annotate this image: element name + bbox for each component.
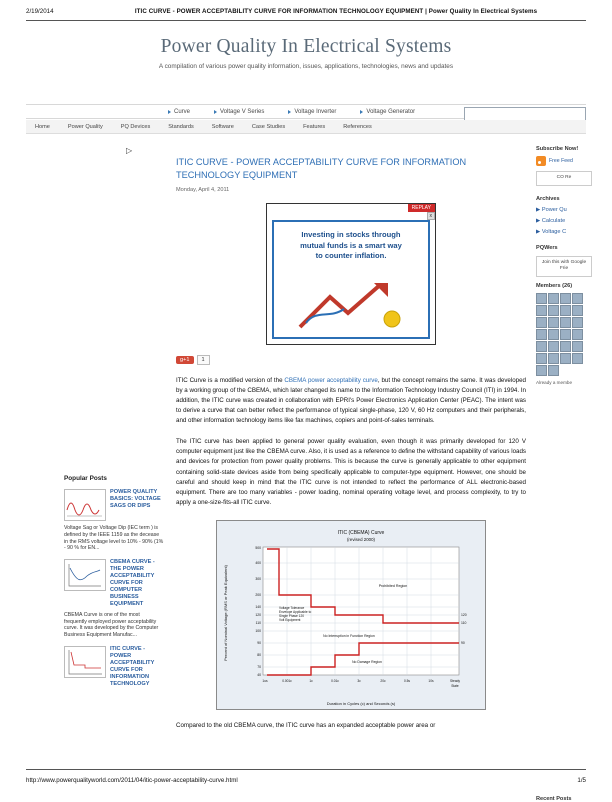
svg-text:(revised 2000): (revised 2000) <box>346 536 376 542</box>
members-title: Members (26) <box>536 283 573 290</box>
subnav-item-references[interactable]: References <box>343 123 372 130</box>
svg-text:120: 120 <box>461 612 467 617</box>
subnav-item-power-quality[interactable]: Power Quality <box>67 123 103 130</box>
svg-text:40: 40 <box>257 672 261 677</box>
itic-curve-chart <box>216 520 486 710</box>
svg-text:No Damage Region: No Damage Region <box>352 659 382 664</box>
ad-line-3: to counter inflation. <box>315 251 387 261</box>
thumbnail <box>64 489 106 521</box>
svg-text:110: 110 <box>461 620 467 625</box>
print-date: 2/19/2014 <box>26 8 54 15</box>
subnav-item-pq-devices[interactable]: PQ Devices <box>120 123 151 130</box>
print-footer <box>0 777 612 784</box>
archives-title: Archives <box>536 195 560 202</box>
svg-text:1c: 1c <box>309 678 313 683</box>
ad-line-2: mutual funds is a smart way <box>300 240 402 250</box>
avatar[interactable] <box>548 353 559 364</box>
svg-text:400: 400 <box>255 560 261 565</box>
list-item-body: CBEMA Curve is one of the most frequently employed power acceptability curve. It was developed by the Computer Business Equipment Manufac... <box>64 611 159 639</box>
avatar[interactable] <box>548 293 559 304</box>
svg-text:3c: 3c <box>357 678 361 683</box>
list-item[interactable] <box>64 489 164 521</box>
ad-close-icon[interactable]: x <box>427 212 436 220</box>
nav-label: Curve <box>174 108 191 115</box>
itic-chart-icon <box>65 647 105 677</box>
chart-svg <box>217 521 485 709</box>
avatar[interactable] <box>536 317 547 328</box>
subnav-item-software[interactable]: Software <box>211 123 234 130</box>
page-number: 1/5 <box>577 777 586 784</box>
blog-subtitle: A compilation of various power quality information, issues, applications, technologies, news and updates <box>158 63 454 70</box>
svg-text:Voltage Tolerance: Voltage Tolerance <box>279 605 305 610</box>
ad-body <box>272 220 430 339</box>
svg-text:Prohibited Region: Prohibited Region <box>378 583 408 588</box>
avatar[interactable] <box>536 341 547 352</box>
nav-label: Voltage V Series <box>220 108 265 115</box>
svg-text:500: 500 <box>255 545 261 550</box>
list-item[interactable] <box>64 646 164 688</box>
avatar[interactable] <box>536 293 547 304</box>
free-feed-label[interactable]: Free Feed <box>549 158 573 164</box>
svg-text:Volt Equipment: Volt Equipment <box>279 617 301 622</box>
header-divider <box>26 20 586 21</box>
footer-divider <box>26 769 586 770</box>
ad-line-1: Investing in stocks through <box>301 230 401 240</box>
avatar[interactable] <box>536 305 547 316</box>
cbema-curve-link[interactable]: CBEMA power acceptability curve <box>284 377 378 385</box>
svg-text:ITIC (CBEMA) Curve: ITIC (CBEMA) Curve <box>337 529 385 536</box>
svg-text:0.5s: 0.5s <box>403 678 411 683</box>
avatar[interactable] <box>560 293 571 304</box>
svg-text:Steady: Steady <box>450 678 460 683</box>
list-item[interactable] <box>64 559 164 608</box>
members-grid <box>536 293 592 376</box>
archive-label: Voltage C <box>541 228 567 235</box>
masthead <box>26 36 586 70</box>
svg-text:80: 80 <box>257 652 261 657</box>
avatar[interactable] <box>572 293 583 304</box>
list-item-heading[interactable]: POWER QUALITY BASICS: VOLTAGE SAGS OR DIPS <box>110 489 161 509</box>
svg-text:Single Phase 120: Single Phase 120 <box>279 613 304 618</box>
svg-text:1us: 1us <box>262 678 268 683</box>
nav-label: Voltage Inverter <box>294 108 337 115</box>
avatar[interactable] <box>572 317 583 328</box>
right-sidebar <box>536 146 592 802</box>
subnav-item-standards[interactable]: Standards <box>168 123 194 130</box>
avatar[interactable] <box>536 353 547 364</box>
paragraph-1-post: , but the concept remains the same. It was developed by a working group of the CBEMA, which later changed its name to the Information Technology Industry Council (ITI) in 1994. In addition, the ITIC curve was created in collaboration with EPRI's Power Electronics Application Center (PEAC). The intent was to derive a curve that can better reflect the performance of typical single-phase, 120 V, 60 Hz computers and their peripherals, and other information technology items like fax machines, copiers and point-of-sales terminals. <box>176 377 526 425</box>
main-content <box>176 150 526 737</box>
svg-text:State: State <box>451 683 459 688</box>
post-date: Monday, April 4, 2011 <box>176 187 230 194</box>
svg-text:100: 100 <box>255 628 261 633</box>
subnav-item-case-studies[interactable]: Case Studies <box>251 123 286 130</box>
svg-text:10s: 10s <box>428 678 434 683</box>
avatar[interactable] <box>536 329 547 340</box>
ad-play-icon[interactable]: ▷ <box>126 146 133 155</box>
svg-text:110: 110 <box>255 620 261 625</box>
rss-icon[interactable] <box>536 156 546 166</box>
already-member-label[interactable]: Already a membe <box>536 380 573 386</box>
list-item-body: Voltage Sag or Voltage Dip (IEC term ) is defined by the IEEE 1159 as the decease in the RMS voltage level to 10% - 90% (1% - 90 % for EN... <box>64 525 164 552</box>
svg-text:70: 70 <box>257 664 261 669</box>
chevron-right-icon <box>288 110 291 114</box>
avatar[interactable] <box>572 305 583 316</box>
svg-text:140: 140 <box>255 604 261 609</box>
avatar[interactable] <box>536 365 547 376</box>
svg-text:20c: 20c <box>380 678 386 683</box>
avatar[interactable] <box>548 329 559 340</box>
archive-item-calculate[interactable]: ▶ Calculate <box>536 217 566 224</box>
avatar[interactable] <box>572 353 583 364</box>
archive-label: Power Qu <box>541 206 567 213</box>
svg-text:90: 90 <box>461 640 465 645</box>
avatar[interactable] <box>572 329 583 340</box>
rss-subscribe[interactable] <box>536 156 592 166</box>
search-input[interactable] <box>464 107 586 121</box>
avatar[interactable] <box>548 305 559 316</box>
primary-nav[interactable] <box>26 104 586 119</box>
page-title: ITIC CURVE - POWER ACCEPTABILITY CURVE FOR INFORMATION TECHNOLOGY EQUIPMENT <box>176 157 467 180</box>
chevron-right-icon <box>214 110 217 114</box>
thumbnail <box>64 646 106 678</box>
advertisement[interactable] <box>266 203 436 345</box>
archive-item-voltage-c[interactable]: ▶ Voltage C <box>536 228 567 235</box>
archive-label: Calculate <box>541 217 566 224</box>
svg-text:Percent of Nominal Voltage (RM: Percent of Nominal Voltage (RMS or Peak Equivalent) <box>223 564 228 661</box>
svg-text:300: 300 <box>255 576 261 581</box>
paragraph-2: The ITIC curve has been applied to general power quality evaluation, even though it was primarily developed for 120 V computer equipment just like the CBEMA curve. Also, it is used as a reference to define the withstand capability of various loads and devices for protection from power quality problems. This is because the curve is generally applicable to other equipment containing solid-state devices aside from being specifically applicable to computer-type equipment. However, one should be careful and should keep in mind that the ITIC curve is not intended to reflect the performance of ALL electronic-based equipment. There are too many variables - power loading, nominal operating voltage level, and process complexity, to try to apply a one-size-fits-all ITIC curve. <box>176 438 526 506</box>
svg-text:Duration in Cycles (c) and Sec: Duration in Cycles (c) and Seconds (s) <box>326 700 396 706</box>
avatar[interactable] <box>560 353 571 364</box>
secondary-nav[interactable] <box>26 120 586 134</box>
svg-text:200: 200 <box>255 592 261 597</box>
avatar[interactable] <box>548 365 559 376</box>
curve-chart-icon <box>65 560 105 590</box>
blog-title: Power Quality In Electrical Systems <box>160 36 452 57</box>
avatar[interactable] <box>560 341 571 352</box>
chevron-right-icon <box>360 110 363 114</box>
gplus-share[interactable] <box>176 355 526 365</box>
recent-posts-title: Recent Posts <box>536 796 572 802</box>
paragraph-1 <box>176 376 526 426</box>
svg-text:120: 120 <box>255 612 261 617</box>
subscribe-title: Subscribe Now! <box>536 146 579 152</box>
footer-url: http://www.powerqualityworld.com/2011/04/itic-power-acceptability-curve.html <box>26 777 238 784</box>
svg-text:No Interruption in Function Re: No Interruption in Function Region <box>323 633 375 638</box>
avatar[interactable] <box>560 305 571 316</box>
subnav-item-home[interactable]: Home <box>35 123 50 130</box>
nav-item-curve[interactable] <box>156 109 202 115</box>
join-site-box[interactable]: Join this with Google Frie <box>536 256 592 277</box>
nav-item-voltage-v-series[interactable] <box>202 109 276 115</box>
left-sidebar <box>64 146 164 688</box>
subnav-item-features[interactable]: Features <box>303 123 326 130</box>
print-header <box>0 8 612 15</box>
gplus-button[interactable]: g+1 <box>176 356 194 364</box>
badge: CO Re <box>536 171 592 186</box>
svg-text:Envelope Applicable to: Envelope Applicable to <box>279 609 312 614</box>
print-header-title: ITIC CURVE - POWER ACCEPTABILITY CURVE FOR INFORMATION TECHNOLOGY EQUIPMENT | Power Quality In Electrical Systems <box>134 8 538 15</box>
chevron-right-icon <box>168 110 171 114</box>
nav-item-voltage-inverter[interactable] <box>276 109 348 115</box>
thumbnail <box>64 559 106 591</box>
waveform-icon <box>65 490 105 520</box>
ad-headline <box>274 222 428 262</box>
ad-replay-badge[interactable]: REPLAY <box>408 204 435 212</box>
ad-arrow-illustration <box>296 279 406 331</box>
list-item-heading[interactable]: ITIC CURVE - POWER ACCEPTABILITY CURVE FOR INFORMATION TECHNOLOGY <box>110 645 155 687</box>
followers-title: PQWers <box>536 244 558 251</box>
svg-text:0.001c: 0.001c <box>282 678 292 683</box>
svg-text:0.01c: 0.01c <box>331 678 339 683</box>
list-item-heading[interactable]: CBEMA CURVE - THE POWER ACCEPTABILITY CURVE FOR COMPUTER BUSINESS EQUIPMENT <box>110 559 155 607</box>
avatar[interactable] <box>548 317 559 328</box>
paragraph-1-pre: ITIC Curve is a modified version of the <box>176 377 285 385</box>
nav-label: Voltage Generator <box>366 108 416 115</box>
nav-item-voltage-generator[interactable] <box>348 109 427 115</box>
avatar[interactable] <box>560 317 571 328</box>
paragraph-3: Compared to the old CBEMA curve, the ITIC curve has an expanded acceptable power area or <box>176 721 436 729</box>
avatar[interactable] <box>572 341 583 352</box>
svg-text:90: 90 <box>257 640 261 645</box>
popular-posts-title: Popular Posts <box>64 475 107 482</box>
avatar[interactable] <box>548 341 559 352</box>
gplus-count: 1 <box>197 355 210 365</box>
avatar[interactable] <box>560 329 571 340</box>
archive-item-power-qu[interactable]: ▶ Power Qu <box>536 206 567 213</box>
